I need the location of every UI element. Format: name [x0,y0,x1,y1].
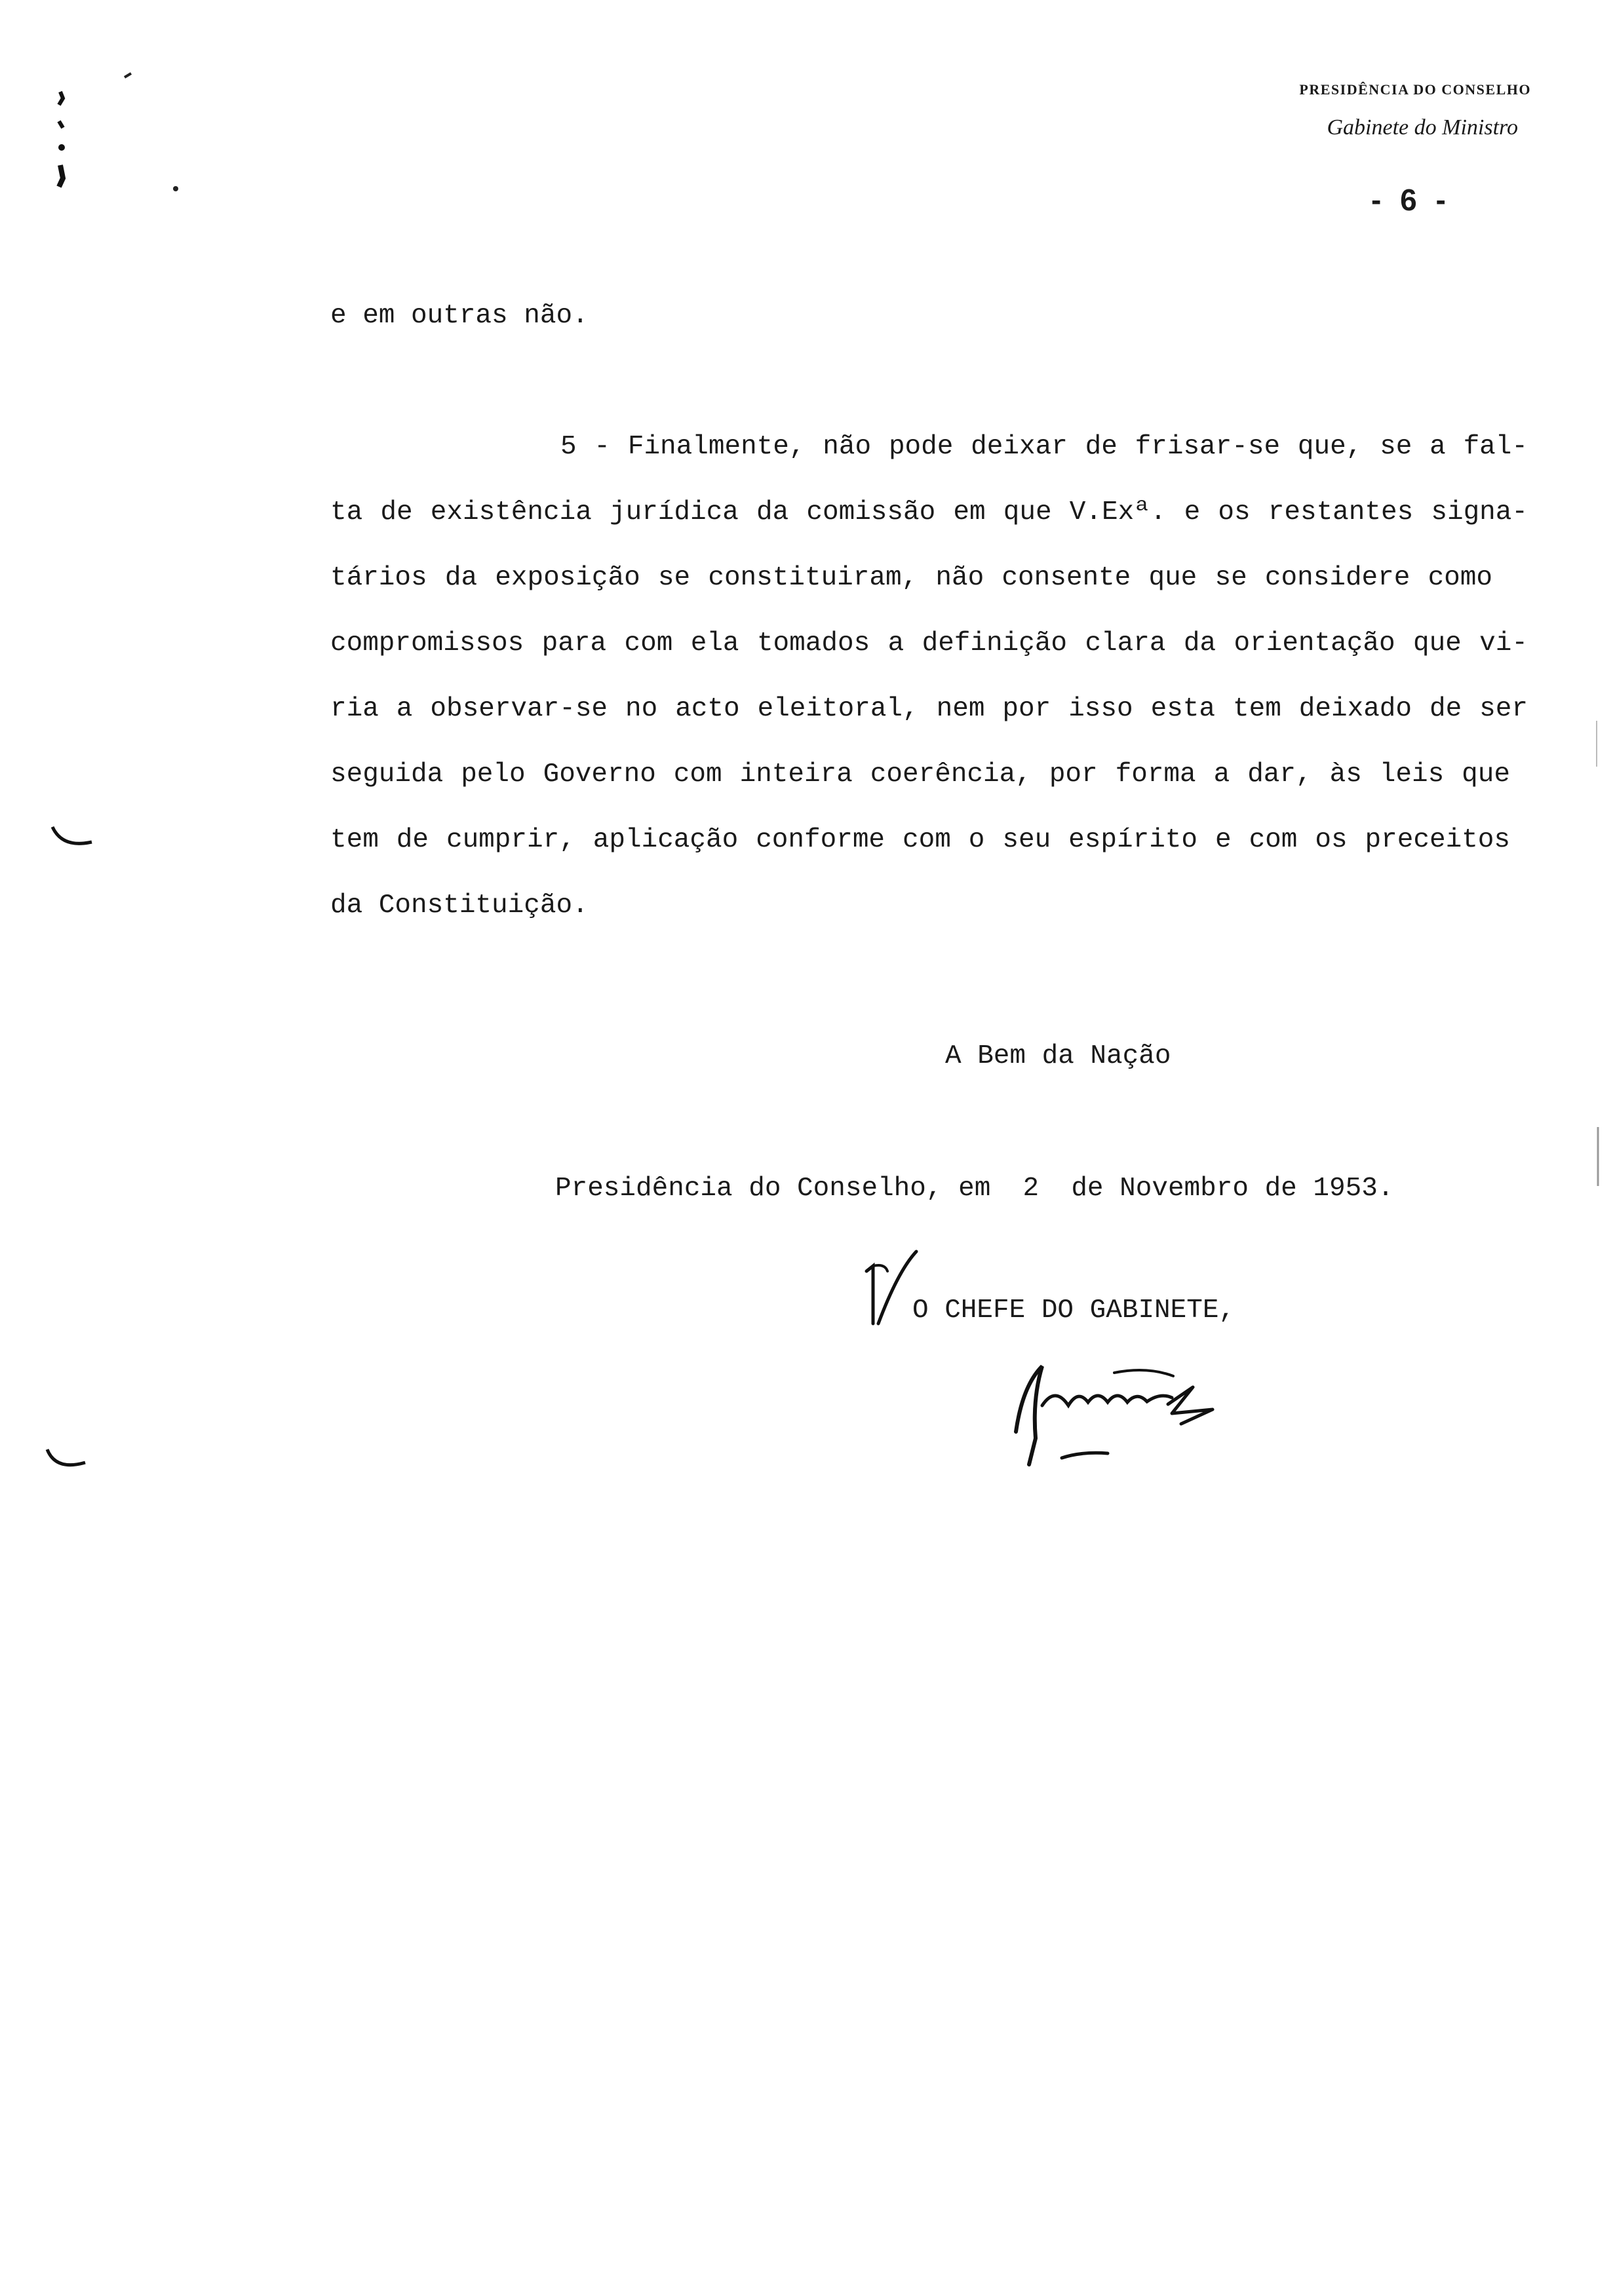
paragraph-line-8: da Constituição. [330,890,589,921]
paragraph-line-4: compromissos para com ela tomados a definição clara da orientação que vi- [330,628,1528,659]
paragraph-line-1: 5 - Finalmente, não pode deixar de frisar-se que, se a fal- [560,432,1528,462]
continuation-line: e em outras não. [330,301,589,331]
salutation: A Bem da Nação [945,1041,1171,1071]
place-date: Presidência do Conselho, em 2 de Novembro de 1953. [555,1174,1394,1204]
letterhead-subtitle: Gabinete do Ministro [1327,115,1518,140]
page-number: - 6 - [1371,183,1451,217]
letterhead-title: PRESIDÊNCIA DO CONSELHO [1299,81,1531,98]
signature-scribble [996,1347,1245,1471]
paragraph-line-5: ria a observar-se no acto eleitoral, nem por isso esta tem deixado de ser [330,694,1528,724]
paragraph-line-7: tem de cumprir, aplicação conforme com o seu espírito e com os preceitos [330,825,1510,855]
paragraph-line-2: ta de existência jurídica da comissão em que V.Exª. e os restantes signa- [330,497,1528,527]
paragraph-line-6: seguida pelo Governo com inteira coerência, por forma a dar, às leis que [330,759,1510,790]
signatory-title: O CHEFE DO GABINETE, [912,1295,1236,1326]
paragraph-line-3: tários da exposição se constituiram, não consente que se considere como [330,563,1492,593]
